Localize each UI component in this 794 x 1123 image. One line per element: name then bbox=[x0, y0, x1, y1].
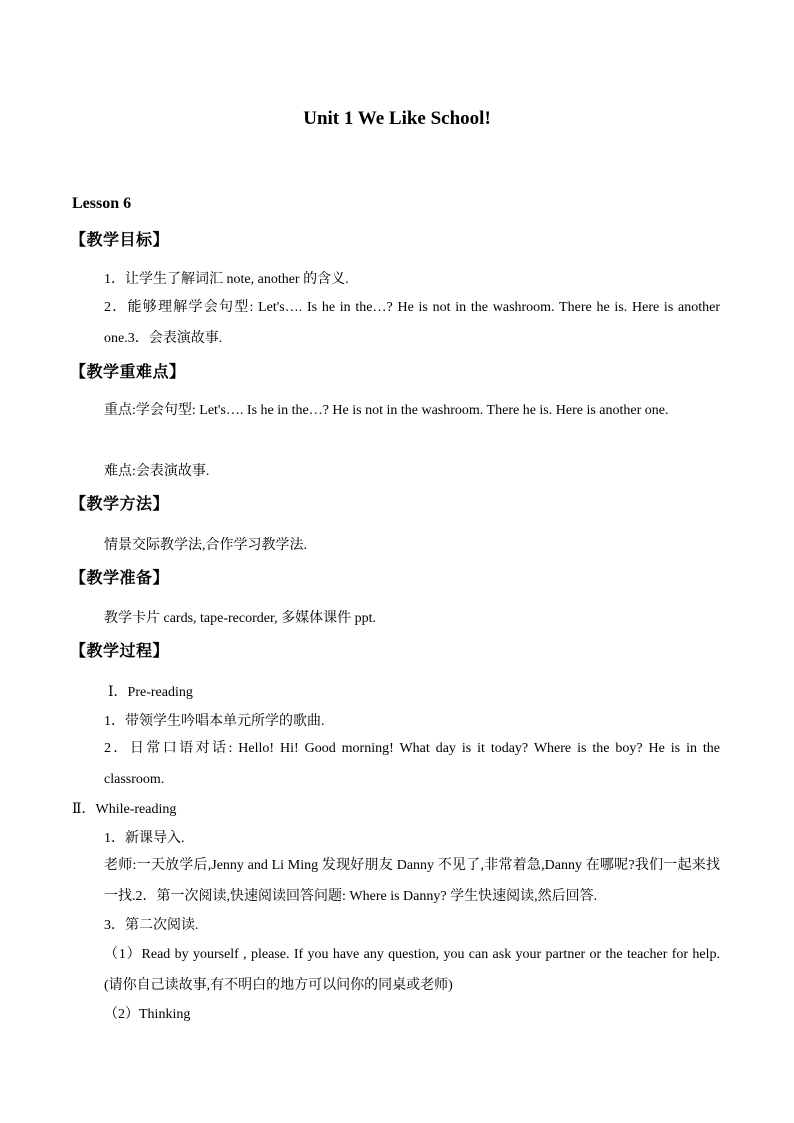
process-item: 3．第二次阅读. bbox=[104, 918, 199, 933]
process-item: （1）Read by yourself , please. If you have any question, you can ask your partner or the teacher for help. (请你自己读故事,有不明白的地方可以问你的同桌或老师) bbox=[104, 947, 720, 993]
objective-item-paragraph bbox=[72, 292, 720, 354]
process-paragraph bbox=[72, 850, 720, 912]
key-point-item: 难点:会表演故事. bbox=[104, 464, 210, 479]
section-heading-methods: 【教学方法】 bbox=[70, 494, 170, 513]
process-paragraph bbox=[72, 939, 720, 1001]
process-paragraph bbox=[72, 733, 720, 795]
objective-item: 1．让学生了解词汇 note, another 的含义. bbox=[104, 272, 349, 287]
section-heading-objectives: 【教学目标】 bbox=[70, 230, 170, 249]
section-heading-process: 【教学过程】 bbox=[70, 641, 170, 660]
section-heading-key-points: 【教学重难点】 bbox=[70, 362, 186, 381]
process-item: Ⅰ．Pre-reading bbox=[108, 685, 193, 700]
preparation-item: 教学卡片 cards, tape-recorder, 多媒体课件 ppt. bbox=[104, 611, 376, 626]
process-item: （2）Thinking bbox=[104, 1007, 191, 1022]
key-point-paragraph bbox=[72, 395, 720, 426]
lesson-label: Lesson 6 bbox=[72, 195, 132, 212]
section-heading-preparation: 【教学准备】 bbox=[70, 568, 170, 587]
process-item: Ⅱ．While-reading bbox=[72, 802, 177, 817]
method-item: 情景交际教学法,合作学习教学法. bbox=[104, 538, 307, 553]
key-point-item: 重点:学会句型: Let's…. Is he in the…? He is not in the washroom. There he is. Here is another one. bbox=[104, 403, 669, 418]
process-item: 2．日常口语对话: Hello! Hi! Good morning! What day is it today? Where is the boy? He is in the classroom. bbox=[104, 741, 720, 787]
process-item: 1．带领学生吟唱本单元所学的歌曲. bbox=[104, 714, 325, 729]
objective-item: 2．能够理解学会句型: Let's…. Is he in the…? He is not in the washroom. There he is. Here is another one.3．会表演故事. bbox=[104, 300, 720, 346]
document-title: Unit 1 We Like School! bbox=[303, 108, 491, 129]
process-item: 老师:一天放学后,Jenny and Li Ming 发现好朋友 Danny 不见了,非常着急,Danny 在哪呢?我们一起来找一找.2．第一次阅读,快速阅读回答问题: Where is Danny? 学生快速阅读,然后回答. bbox=[104, 858, 720, 904]
process-item: 1．新课导入. bbox=[104, 831, 185, 846]
